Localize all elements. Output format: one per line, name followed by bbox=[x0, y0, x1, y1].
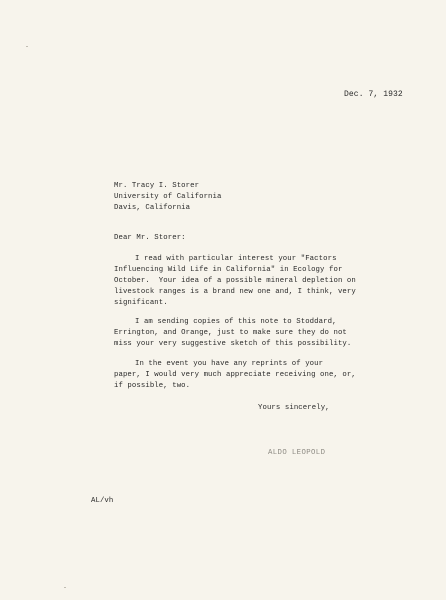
paper-speck bbox=[64, 587, 66, 588]
typist-initials: AL/vh bbox=[91, 497, 114, 505]
recipient-institution: University of California bbox=[114, 193, 222, 201]
salutation: Dear Mr. Storer: bbox=[114, 234, 186, 242]
recipient-location: Davis, California bbox=[114, 204, 191, 212]
paragraph-1-line-2: Influencing Wild Life in California" in Ecology for bbox=[114, 266, 343, 274]
paragraph-3-line-2: paper, I would very much appreciate receiving one, or, bbox=[114, 371, 356, 379]
letter-date: Dec. 7, 1932 bbox=[344, 90, 403, 99]
paragraph-1-line-4: livestock ranges is a brand new one and, I think, very bbox=[114, 288, 356, 296]
paragraph-1-line-1: I read with particular interest your "Factors bbox=[135, 255, 337, 263]
paragraph-1-line-3: October. Your idea of a possible mineral depletion on bbox=[114, 277, 356, 285]
recipient-name: Mr. Tracy I. Storer bbox=[114, 182, 200, 190]
paragraph-3-line-3: if possible, two. bbox=[114, 382, 191, 390]
paragraph-1-line-5: significant. bbox=[114, 299, 168, 307]
paragraph-3-line-1: In the event you have any reprints of your bbox=[135, 360, 324, 368]
paragraph-2-line-3: miss your very suggestive sketch of this possibility. bbox=[114, 340, 352, 348]
paper-speck bbox=[26, 46, 28, 47]
paragraph-2-line-1: I am sending copies of this note to Stoddard, bbox=[135, 318, 337, 326]
closing: Yours sincerely, bbox=[258, 404, 330, 412]
signature-block: ALDO LEOPOLD bbox=[268, 449, 326, 457]
paragraph-2-line-2: Errington, and Orange, just to make sure they do not bbox=[114, 329, 347, 337]
